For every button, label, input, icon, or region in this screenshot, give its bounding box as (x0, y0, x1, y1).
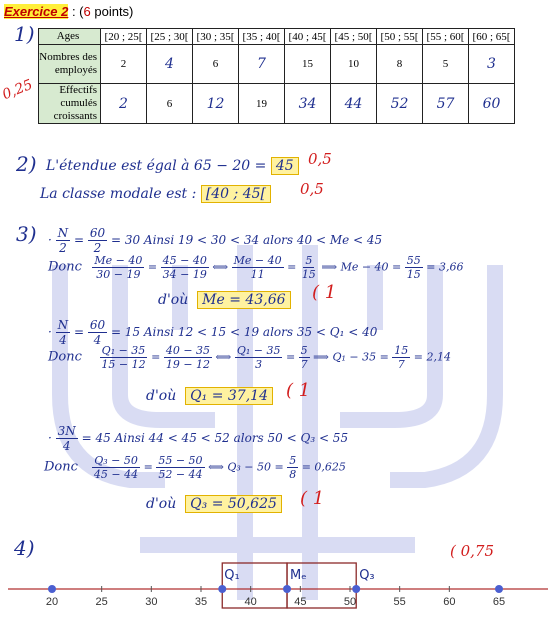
q1-tail: = 2,14 (413, 350, 452, 364)
q1-step-text: = 15 Ainsi 12 < 15 < 19 alors 35 < Q₁ < 40 (110, 325, 378, 339)
fraction-n-over-4 (56, 318, 71, 347)
fraction-denominator: 4 (59, 333, 67, 347)
q3-step-text: = 45 Ainsi 44 < 45 < 52 alors 50 < Q₃ < 55 (81, 431, 349, 445)
fraction-numerator: 45 − 40 (162, 254, 207, 267)
title-points-word: points) (90, 4, 134, 19)
question-4-mark-value: 0,75 (460, 542, 495, 560)
q3-mid: ⟺ Q₃ − 50 = (208, 460, 284, 474)
axis-tick-label: 40 (244, 596, 257, 608)
q3-mark: ( 1 (300, 488, 325, 509)
fraction-denominator: 15 (406, 268, 421, 281)
question-2-mark-1: 0,5 (308, 150, 332, 168)
fraction (299, 344, 310, 371)
question-3-number: 3) (16, 222, 37, 246)
median-point (283, 585, 291, 593)
class-cell: [50 ; 55[ (377, 29, 423, 45)
q3-value: Q₃ = 50,625 (185, 495, 282, 513)
cumulative-cell-handwritten: 44 (331, 84, 377, 124)
employees-cell: 8 (377, 45, 423, 84)
fraction (235, 344, 283, 371)
axis-tick-label: 20 (45, 596, 59, 608)
table-row-ages (39, 29, 515, 45)
fraction (99, 344, 147, 371)
q1-value: Q₁ = 37,14 (185, 387, 273, 405)
result-prefix: d'où (146, 496, 177, 512)
fraction-numerator: 5 (300, 344, 308, 357)
q3-result (146, 496, 282, 512)
class-cell: [25 ; 30[ (147, 29, 193, 45)
table-row-cumulative (39, 84, 515, 124)
donc-label: Donc (48, 349, 82, 365)
range-value: 45 (271, 157, 299, 175)
fraction (164, 344, 212, 371)
employees-cell: 2 (101, 45, 147, 84)
fraction-numerator: 15 (394, 344, 409, 357)
equivalence-sign: ⟺ (212, 260, 229, 274)
fraction-denominator: 15 − 12 (101, 358, 146, 371)
q1-step: · $\frac{N}{4}$ = $\frac{60}{4}$ = 15 Ainsi 12 < 15 < 19 alors 35 < Q₁ < 40 (48, 318, 378, 347)
cumulative-cell-handwritten: 2 (101, 84, 147, 124)
cumulative-cell-handwritten: 60 (469, 84, 515, 124)
employees-cell-handwritten: 7 (239, 45, 285, 84)
question-1-mark: 0,25 (0, 76, 36, 104)
fraction (405, 254, 423, 281)
cumulative-cell-handwritten: 12 (193, 84, 239, 124)
range-text: L'étendue est égal à 65 − 20 = (46, 158, 267, 174)
fraction-numerator: Me − 40 (94, 254, 143, 267)
class-cell: [55 ; 60[ (423, 29, 469, 45)
q3-label: Q₃ (359, 568, 375, 583)
fraction-denominator: 30 − 19 (96, 268, 141, 281)
q1-mark-value: 1 (298, 380, 311, 401)
fraction-denominator: 4 (93, 333, 102, 347)
q1-donc: Donc $\frac{\text{Q₁ − 35}}{15 - 12}$ = $\frac{40 - 35}{19 - 12}$ ⟺ $\frac{\text{Q₁ − 35}}{3}$ = $\frac{5}{7}$ ⟹ Q₁ − 35 = $\frac{15}{7}$ = 2,14 (48, 344, 452, 371)
donc-label: Donc (44, 459, 78, 475)
employees-cell: 5 (423, 45, 469, 84)
fraction-numerator: Q₃ − 50 (94, 454, 138, 467)
fraction-numerator: 60 (89, 226, 106, 240)
q3-donc: Donc $\frac{\text{Q₃ − 50}}{45 - 44}$ = $\frac{55 - 50}{52 - 44}$ ⟺ Q₃ − 50 = $\frac{5}{8}$ = 0,625 (44, 454, 346, 481)
fraction-numerator: N (57, 318, 69, 332)
fraction-denominator: 3 (255, 358, 263, 371)
fraction-numerator: 55 (406, 254, 421, 267)
result-prefix: d'où (146, 388, 177, 404)
frequency-table (38, 28, 515, 124)
fraction (287, 454, 298, 481)
fraction (392, 344, 410, 371)
fraction-numerator: 60 (89, 318, 106, 332)
title-separator: : ( (68, 4, 84, 19)
q1-tail-lead: ⟹ Q₁ − 35 = (313, 350, 389, 364)
fraction-denominator: 34 − 19 (162, 268, 207, 281)
axis-tick-label: 65 (492, 596, 506, 608)
fraction (161, 254, 209, 281)
question-2-mark-2: 0,5 (300, 180, 324, 198)
class-cell: [30 ; 35[ (193, 29, 239, 45)
axis-tick-label: 55 (393, 596, 406, 608)
fraction-denominator: 15 (301, 268, 316, 281)
table-row-employees (39, 45, 515, 84)
axis-tick-label: 35 (194, 596, 208, 608)
fraction-numerator: 55 − 50 (158, 454, 203, 467)
fraction-numerator: 3N (57, 424, 76, 438)
question-4-number: 4) (14, 536, 35, 560)
employees-cell-handwritten: 3 (469, 45, 515, 84)
median-step: · $\frac{N}{2}$ = $\frac{60}{2}$ = 30 Ainsi 19 < 30 < 34 alors 40 < Me < 45 (48, 226, 383, 255)
class-cell: [45 ; 50[ (331, 29, 377, 45)
fraction (300, 254, 318, 281)
question-2-number: 2) (16, 152, 37, 176)
exercise-label: Exercice 2 (4, 4, 69, 19)
fraction-denominator: 52 − 44 (158, 468, 203, 481)
axis-tick-label: 30 (145, 596, 158, 608)
fraction-denominator: 45 − 44 (93, 468, 139, 481)
employees-cell: 15 (285, 45, 331, 84)
axis-tick-label: 50 (343, 596, 357, 608)
row-label-employees: Nombres des employés (39, 45, 101, 84)
cumulative-cell: 19 (239, 84, 285, 124)
fraction-denominator: 4 (62, 439, 71, 453)
fraction-60-over-2 (88, 226, 107, 255)
q3-point (352, 585, 360, 593)
fraction-denominator: 8 (289, 468, 297, 481)
row-label-cumulative: Effectifs cumulés croissants (39, 84, 101, 124)
row-label-ages: Ages (39, 29, 101, 45)
donc-label: Donc (48, 259, 82, 275)
median-result (158, 292, 291, 308)
class-cell: [40 ; 45[ (285, 29, 331, 45)
cumulative-cell-handwritten: 57 (423, 84, 469, 124)
fraction (156, 454, 204, 481)
exercise-points: 6 (83, 4, 91, 19)
fraction-denominator: 2 (59, 241, 67, 255)
q3-tail: = 0,625 (301, 460, 346, 474)
median-step-text: = 30 Ainsi 19 < 30 < 34 alors 40 < Me < 45 (110, 233, 383, 247)
median-mark: ( 1 (312, 282, 337, 303)
fraction (232, 254, 284, 281)
equals-sign: = (73, 233, 85, 247)
cumulative-cell-handwritten: 34 (285, 84, 331, 124)
question-1-number: 1) (14, 22, 35, 46)
fraction-numerator: 5 (305, 254, 313, 267)
median-label: Mₑ (290, 568, 307, 583)
result-prefix: d'où (158, 292, 189, 308)
median-tail: = 3,66 (426, 260, 464, 274)
question-4-mark: ( 0,75 (450, 542, 495, 560)
fraction-60-over-4 (88, 318, 107, 347)
cumulative-cell: 6 (147, 84, 193, 124)
median-mark-value: 1 (324, 282, 337, 303)
fraction-denominator: 19 − 12 (165, 358, 211, 371)
class-cell: [60 ; 65[ (469, 29, 515, 45)
axis-tick-label: 45 (294, 596, 307, 608)
employees-cell: 6 (193, 45, 239, 84)
q1-label: Q₁ (224, 568, 240, 583)
axis-tick-label: 60 (443, 596, 456, 608)
exercise-title (4, 4, 133, 19)
median-donc: Donc $\frac{Me - 40}{30 - 19}$ = $\frac{45 - 40}{34 - 19}$ ⟺ $\frac{Me - 40}{11}$ = $\frac{5}{15}$ ⟹ Me − 40 = $\frac{55}{15}$ = 3,66 (48, 254, 464, 281)
q1-mark: ( 1 (286, 380, 311, 401)
q3-step: · $\frac{3N}{4}$ = 45 Ainsi 44 < 45 < 52 alors 50 < Q₃ < 55 (48, 424, 349, 453)
employees-cell: 10 (331, 45, 377, 84)
fraction (92, 454, 140, 481)
fraction-numerator: Q₁ − 35 (236, 344, 281, 357)
q3-mark-value: 1 (312, 488, 325, 509)
range-line (46, 158, 299, 174)
q1-point (218, 585, 226, 593)
modal-class-value: [40 ; 45[ (201, 185, 271, 203)
fraction-denominator: 7 (397, 358, 405, 371)
fraction-denominator: 7 (300, 358, 308, 371)
fraction-denominator: 11 (250, 268, 265, 281)
cumulative-cell-handwritten: 52 (377, 84, 423, 124)
modal-text: La classe modale est : (40, 186, 197, 202)
fraction-numerator: 5 (289, 454, 297, 467)
class-cell: [20 ; 25[ (101, 29, 147, 45)
q1-result (146, 388, 273, 404)
box-plot (0, 555, 555, 633)
fraction-numerator: 40 − 35 (165, 344, 211, 357)
max-point (495, 585, 503, 593)
fraction-numerator: Me − 40 (233, 254, 282, 267)
min-point (48, 585, 56, 593)
fraction-numerator: N (57, 226, 69, 240)
class-cell: [35 ; 40[ (239, 29, 285, 45)
axis-tick-label: 25 (95, 596, 108, 608)
fraction-n-over-2 (56, 226, 71, 255)
fraction-numerator: Q₁ − 35 (101, 344, 146, 357)
median-value: Me = 43,66 (197, 291, 290, 309)
fraction-denominator: 2 (93, 241, 102, 255)
fraction (92, 254, 144, 281)
modal-line (40, 186, 271, 202)
fraction-3n-over-4 (56, 424, 78, 453)
employees-cell-handwritten: 4 (147, 45, 193, 84)
median-tail-lead: ⟹ Me − 40 = (321, 260, 402, 274)
